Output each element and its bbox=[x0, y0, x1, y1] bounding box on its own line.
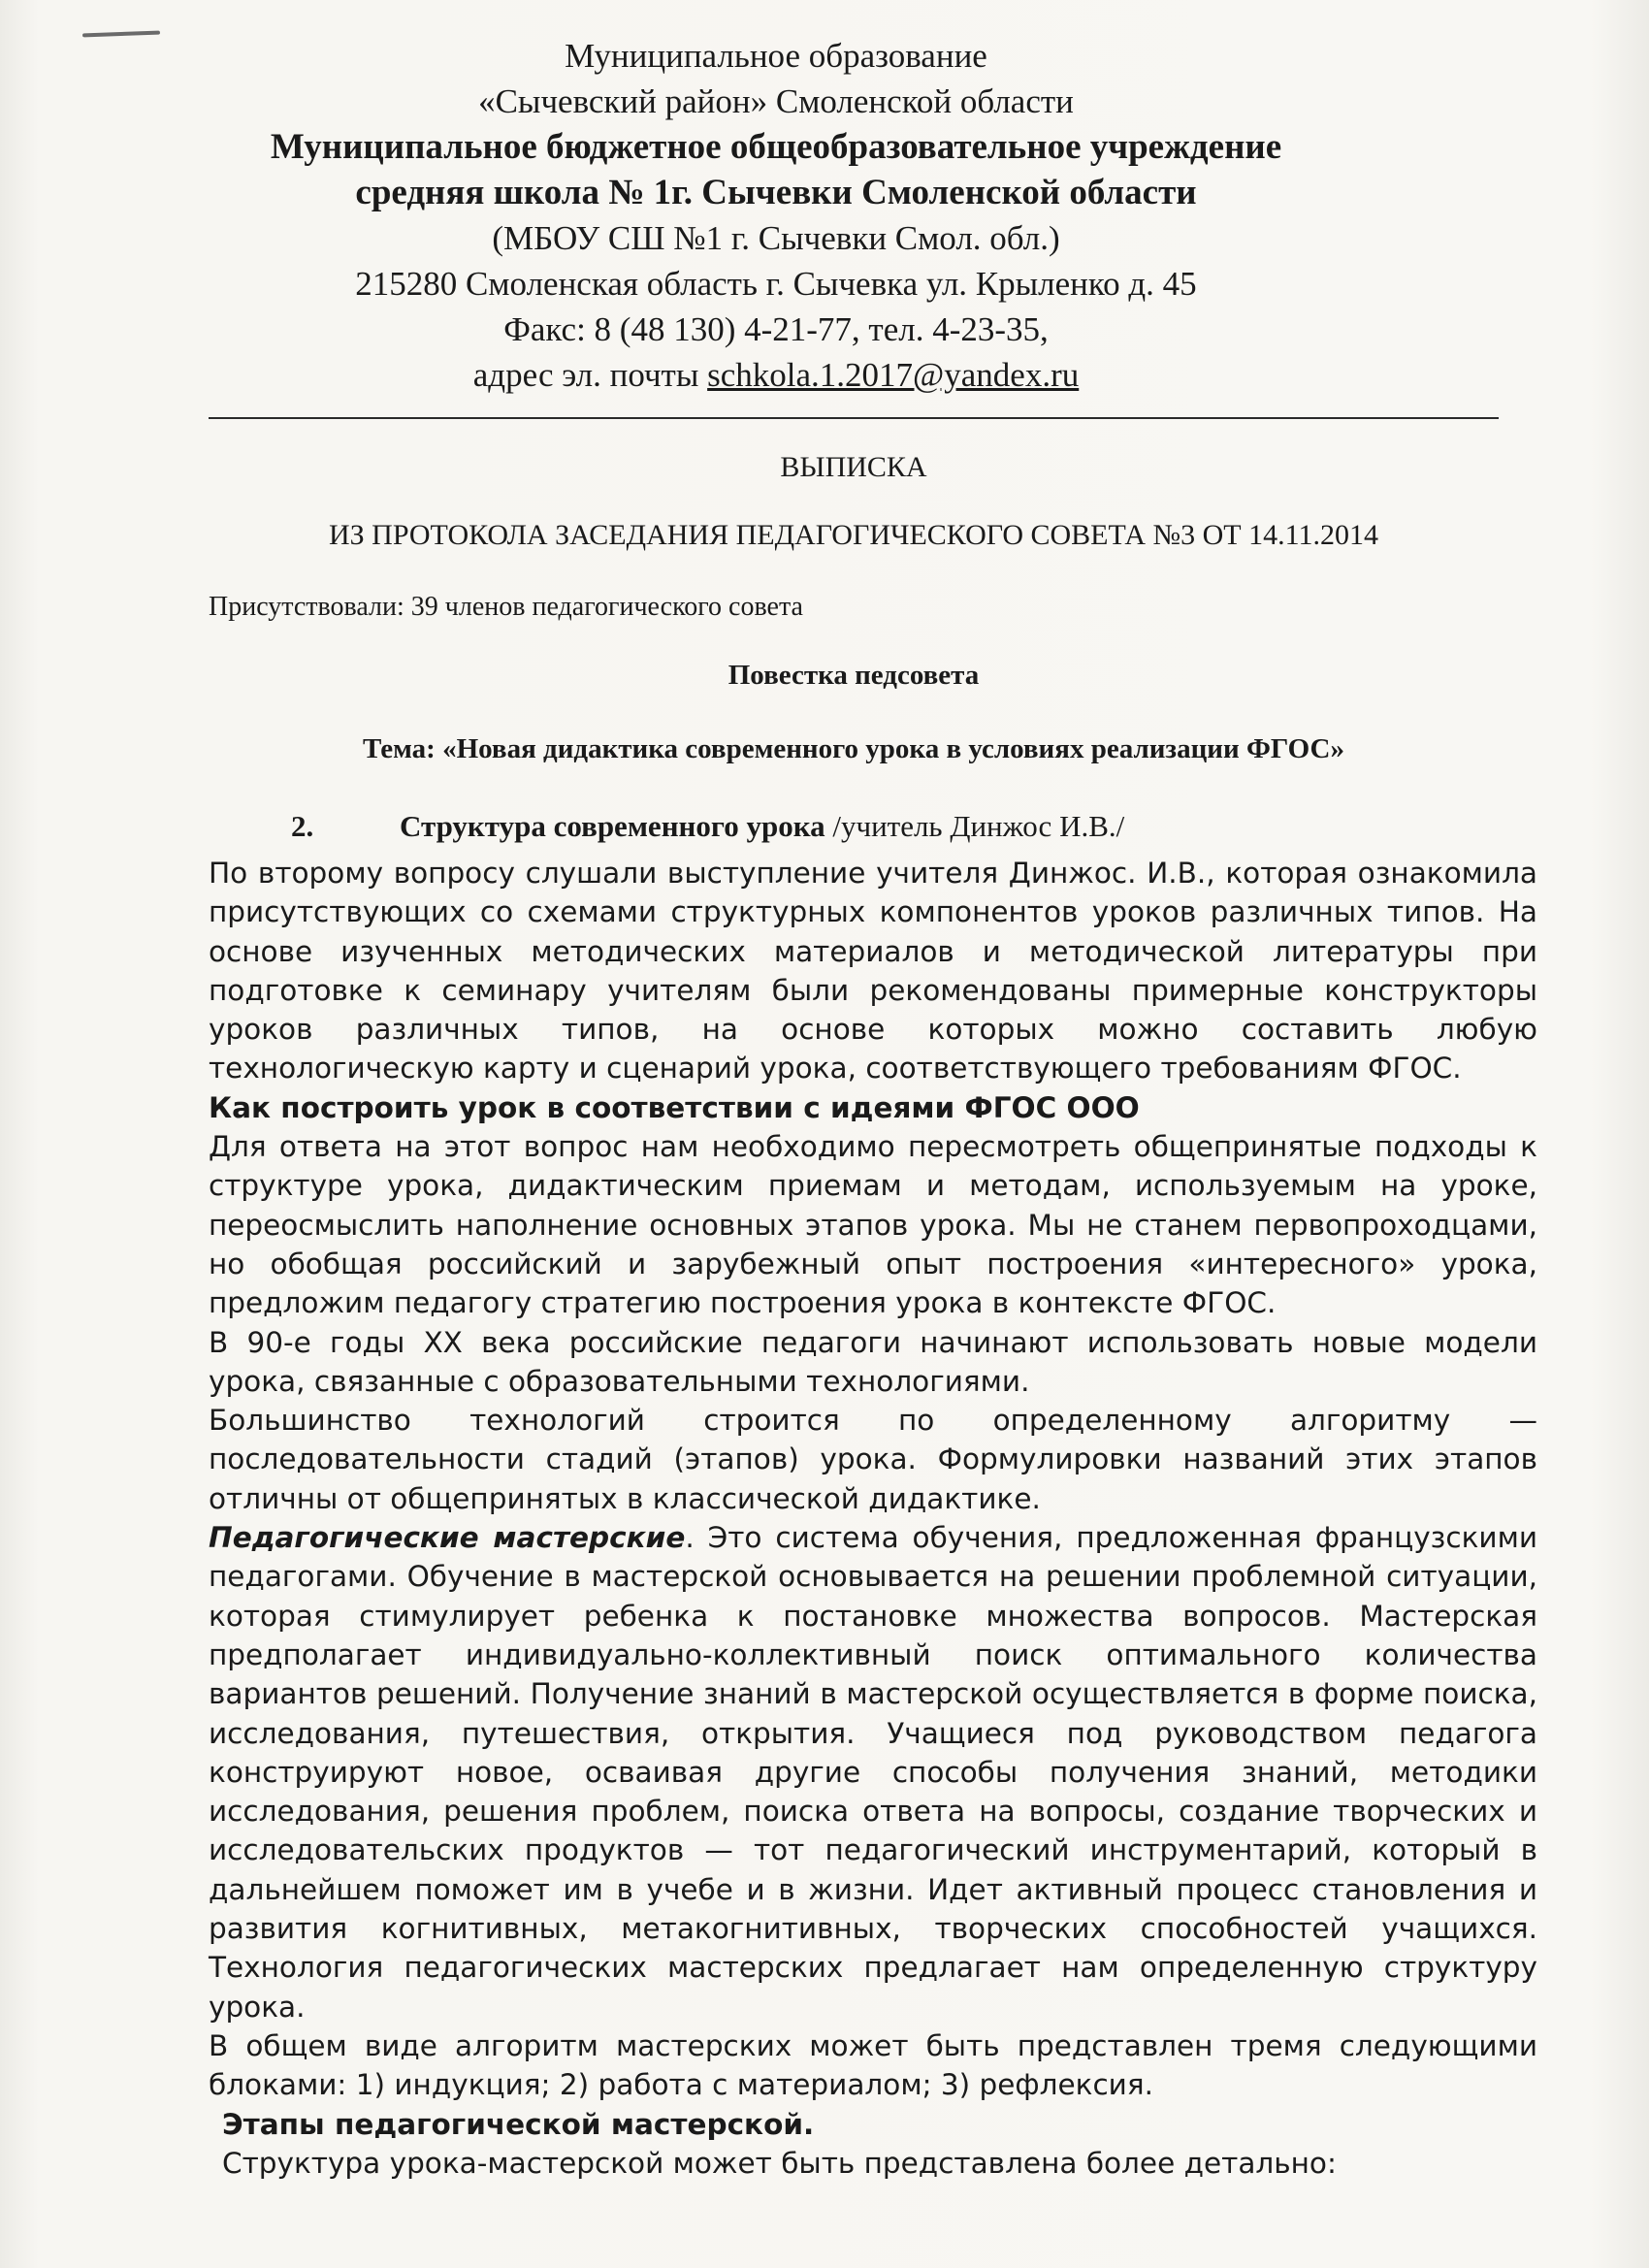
header-line-7: Факс: 8 (48 130) 4-21-77, тел. 4-23-35, bbox=[503, 310, 1049, 348]
doc-subtitle: ИЗ ПРОТОКОЛА ЗАСЕДАНИЯ ПЕДАГОГИЧЕСКОГО СОВЕТА №3 ОТ 14.11.2014 bbox=[328, 519, 1379, 551]
paragraph-5-lead: Педагогические мастерские bbox=[209, 1521, 686, 1555]
paragraph-5-text: . Это система обучения, предложенная французскими педагогами. Обучение в мастерской основывается на решении проблемной ситуации, которая стимулирует ребенка к постановке множества вопросов. Мастерская предполагает индивидуально-коллективный поиск оптимального количества вариантов решений. Получение знаний в мастерской осуществляется в форме поиска, исследования, путешествия, открытия. Учащиеся под руководством педагога конструируют новое, осваивая другие способы получения знаний, методики исследования, решения проблем, поиска ответа на вопросы, создание творческих и исследовательских продуктов — тот педагогический инструментарий, который в дальнейшем поможет им в учебе и в жизни. Идет активный процесс становления и развития когнитивных, метакогнитивных, творческих способностей учащихся. Технология педагогических мастерских предлагает нам определенную структуру урока. bbox=[209, 1521, 1537, 2024]
agenda-item-title: Структура современного урока bbox=[400, 809, 825, 843]
paragraph-2: Для ответа на этот вопрос нам необходимо пересмотреть общепринятые подходы к структуре урока, дидактическим приемам и методам, используемым на уроке, переосмыслить наполнение основных этапов урока. Мы не станем первопроходцами, но обобщая российский и зарубежный опыт построения «интересного» урока, предложим педагогу стратегию построения урока в контексте ФГОС. bbox=[209, 1130, 1537, 1320]
paragraph-3: В 90-е годы XX века российские педагоги начинают использовать новые модели урока, связанные с образовательными технологиями. bbox=[209, 1325, 1537, 1398]
header-line-5: (МБОУ СШ №1 г. Сычевки Смол. обл.) bbox=[492, 219, 1060, 257]
header-line-1: Муниципальное образование bbox=[565, 37, 987, 75]
paragraph-6: В общем виде алгоритм мастерских может быть представлен тремя следующими блоками: 1) индукция; 2) работа с материалом; 3) рефлексия. bbox=[209, 2028, 1537, 2102]
doc-title: ВЫПИСКА bbox=[780, 451, 927, 483]
header-divider bbox=[209, 417, 1499, 419]
letterhead bbox=[194, 33, 1358, 398]
agenda-item bbox=[291, 809, 1124, 844]
document-body bbox=[209, 854, 1537, 2183]
paragraph-1: По второму вопросу слушали выступление учителя Динжос. И.В., которая ознакомила присутствующих со схемами структурных компонентов уроков различных типов. На основе изученных методических материалов и методической литературы при подготовке к семинару учителям были рекомендованы примерные конструкторы уроков различных типов, на основе которых можно составить любую технологическую карту и сценарий урока, соответствующего требованиям ФГОС. bbox=[209, 857, 1537, 1085]
email-link[interactable]: schkola.1.2017@yandex.ru bbox=[707, 356, 1080, 394]
header-line-3: Муниципальное бюджетное общеобразовательное учреждение bbox=[270, 127, 1282, 167]
attendance-line: Присутствовали: 39 членов педагогического совета bbox=[209, 592, 803, 622]
agenda-item-number: 2. bbox=[291, 809, 314, 843]
agenda-item-speaker: /учитель Динжос И.В./ bbox=[824, 809, 1125, 843]
header-email-line bbox=[194, 352, 1358, 398]
header-line-2: «Сычевский район» Смоленской области bbox=[478, 82, 1074, 120]
header-line-6: 215280 Смоленская область г. Сычевка ул. Крыленко д. 45 bbox=[355, 265, 1197, 303]
paragraph-4: Большинство технологий строится по определенному алгоритму — последовательности стадий (этапов) урока. Формулировки названий этих этапов отличны от общепринятых в классической дидактике. bbox=[209, 1404, 1537, 1515]
header-line-4: средняя школа № 1г. Сычевки Смоленской области bbox=[355, 173, 1197, 212]
theme-heading: Тема: «Новая дидактика современного урока в условиях реализации ФГОС» bbox=[363, 733, 1344, 764]
scan-mark bbox=[82, 31, 160, 38]
paragraph-5 bbox=[209, 1518, 1537, 2026]
paragraph-7: Структура урока-мастерской может быть представлена более детально: bbox=[222, 2146, 1337, 2180]
section-heading-1: Как построить урок в соответствии с идеями ФГОС ООО bbox=[209, 1090, 1140, 1124]
section-heading-2: Этапы педагогической мастерской. bbox=[222, 2107, 815, 2141]
agenda-heading: Повестка педсовета bbox=[728, 660, 980, 691]
email-prefix: адрес эл. почты bbox=[472, 356, 708, 394]
